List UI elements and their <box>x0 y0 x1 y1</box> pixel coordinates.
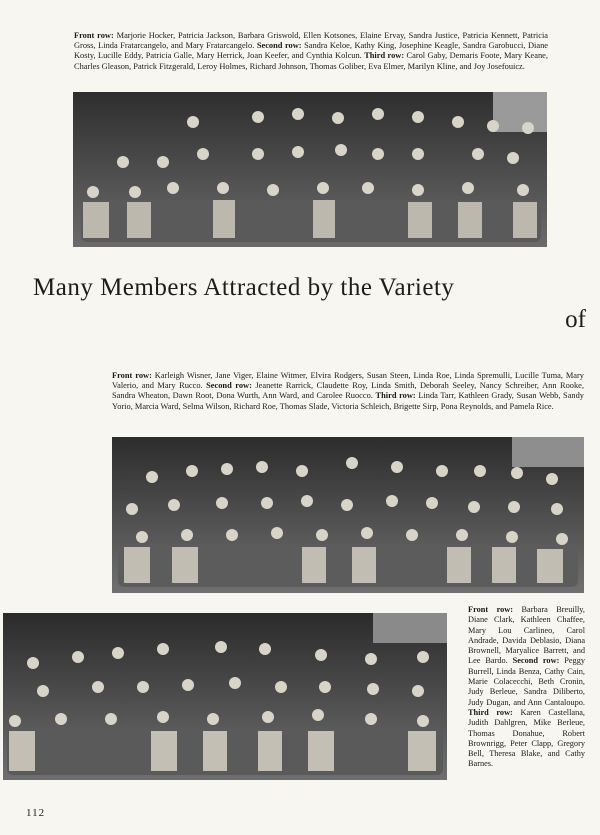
group-photo-3 <box>3 613 447 780</box>
caption3-front-names: Barbara Breuilly, Diane Clark, Kathleen Chaffee, Mary Lou Carlineo, Carol Andrade, Davida Deblasio, Diana Brownell, Maryalice Barrett, and Lee Bardo. <box>468 605 585 666</box>
group-photo-1-image <box>73 92 547 247</box>
caption3-front-label: Front row: <box>468 605 514 614</box>
caption2-third-names: Linda Tarr, Kathleen Grady, Susan Webb, Sandy Yorio, Marcia Ward, Selma Wilson, Richard Roe, Thomas Slade, Victoria Schleich, Brigette Sirp, Pona Reynolds, and Pamela Rice. <box>112 391 584 411</box>
caption1-third-names: Carol Gaby, Demaris Foote, Mary Keane, Charles Gleason, Patrick Fitzgerald, Leroy Holmes, Richard Johnson, Thomas Goliber, Eva Elmer, Marilyn Kline, and Joy Josefouicz. <box>74 51 548 71</box>
headline-continuation: of <box>565 306 586 333</box>
caption3-third-label: Third row: <box>468 707 513 717</box>
caption1-second-names: Sandra Keloe, Kathy King, Josephine Keagle, Sandra Garobucci, Diane Kosty, Lucille Eddy, Patricia Galle, Mary Herrick, Joan Keefer, and Cynthia Kolcun. <box>74 41 548 61</box>
caption2-front-names: Karleigh Wisner, Jane Viger, Elaine Witmer, Elvira Rodgers, Susan Steen, Linda Roe, Linda Spremulli, Lucille Tuma, Mary Valerio, and Mary Rucco. <box>112 371 584 391</box>
caption-photo-1 <box>74 31 548 72</box>
caption3-third-names: Karen Castellana, Judith Dahlgren, Mike Berleue, Thomas Donahue, Robert Brownrigg, Peter Clapp, Gregory Bell, Theresa Blake, and Cathy Barnes. <box>468 707 585 769</box>
headline: Many Members Attracted by the Variety <box>33 274 455 301</box>
caption2-front-label: Front row: <box>112 371 152 380</box>
group-photo-2-image <box>112 437 584 593</box>
caption1-second-label: Second row: <box>256 41 302 51</box>
caption1-front-label: Front row: <box>74 31 114 40</box>
caption1-front-names: Marjorie Hocker, Patricia Jackson, Barbara Griswold, Ellen Kotsones, Elaine Ervay, Sandra Justice, Patricia Kennett, Patricia Gross, Linda Fratarcangelo, and Mary Fratarcangelo. <box>74 31 549 51</box>
caption2-second-names: Jeanette Rarrick, Claudette Roy, Linda Smith, Deborah Seeley, Nancy Schreiber, Ann Rooke, Sandra Wheaton, Dawn Root, Dona Wurth, Ann Ward, and Carolee Ruocco. <box>112 381 584 401</box>
page-number: 112 <box>26 807 46 819</box>
group-photo-3-image <box>3 613 447 780</box>
group-photo-2 <box>112 437 584 593</box>
caption-photo-2 <box>112 371 584 412</box>
group-photo-1 <box>73 92 547 247</box>
caption-photo-3 <box>468 605 585 770</box>
caption3-second-names: Peggy Burrell, Linda Benza, Cathy Cain, Marie Colacecchi, Beth Cronin, Judy Berleue, Sandra Diliberto, Judy Dugan, and Ann Cantaloupo. <box>468 656 586 707</box>
caption3-second-label: Second row: <box>512 656 560 666</box>
caption2-second-label: Second row: <box>206 381 252 391</box>
caption1-third-label: Third row: <box>364 51 405 61</box>
caption2-third-label: Third row: <box>375 391 416 401</box>
